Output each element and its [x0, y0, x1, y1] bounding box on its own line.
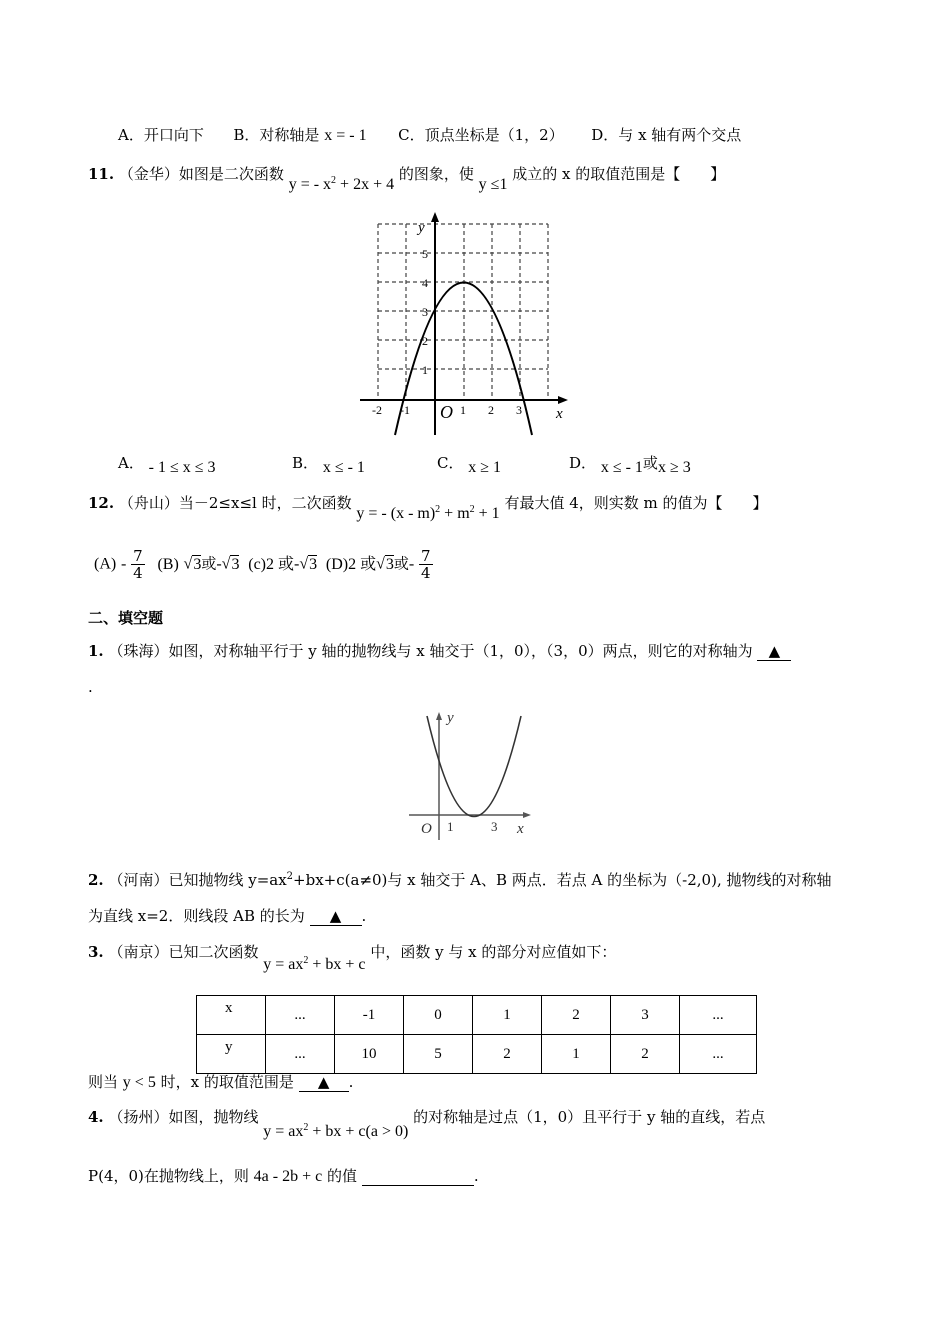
q11-source: （金华）如图是二次函数 [118, 165, 284, 183]
f2-text-a: （河南）已知抛物线 y=ax [108, 871, 287, 889]
f2-text-b: +bx+c(a≠0)与 x 轴交于 A、B 两点．若点 A 的坐标为（-2,0), [293, 871, 722, 889]
f4-number: 4. [88, 1108, 104, 1126]
q10-options [118, 124, 741, 145]
q11-x-label: x [556, 406, 563, 422]
table-row [197, 1035, 757, 1074]
table-cell: ... [266, 1035, 335, 1074]
f3-function: $y = ax^2$ + bx + c [263, 955, 366, 973]
q12-options [94, 548, 433, 581]
q11-stem [88, 163, 726, 193]
q11-option-d-wrap [569, 452, 691, 476]
table-cell: ... [266, 996, 335, 1035]
f3-value-table [196, 995, 757, 1074]
q10-option-b: B．对称轴是 [233, 126, 320, 144]
table-cell: 5 [404, 1035, 473, 1074]
q11-option-a-label: A． [118, 454, 144, 472]
f1-answer-blank[interactable] [757, 642, 791, 661]
f1-parabola [427, 716, 521, 817]
q11-grid [378, 224, 548, 400]
q12-number: 12. [88, 494, 115, 512]
f3-after-math: y < 5 [122, 1074, 156, 1091]
q11-y-tick: 3 [422, 305, 428, 319]
f4-line2-a: P(4，0)在抛物线上，则 [88, 1167, 249, 1185]
f3-number: 3. [88, 943, 104, 961]
f2-line1: 2. （河南）已知抛物线 $y=ax^2+bx+c(a\ne 0)$与 x 轴交于 A、B 两点．若点 A 的坐标为（-2,0), 抛物线的对称轴 [88, 871, 832, 889]
f3-after-a: 则当 [88, 1073, 119, 1091]
q12-sqrt: √3 [299, 555, 318, 573]
q11-number: 11. [88, 165, 115, 183]
f3-stem [88, 941, 617, 973]
q11-x-tick: -1 [400, 403, 410, 417]
table-cell: y [197, 1035, 266, 1074]
q11-function: y = - $x^2 + 2x + 4$ [288, 175, 395, 193]
q11-mid: 的图象，使 [398, 165, 474, 183]
q10-option-c: C．顶点坐标是（1，2） [398, 126, 564, 144]
f3-end: 中，函数 y 与 x 的部分对应值如下： [370, 943, 617, 961]
q11-option-d-math1: x ≤ - 1 [600, 459, 643, 476]
q11-options [118, 452, 216, 476]
table-cell: -1 [335, 996, 404, 1035]
q11-y-label: y [418, 220, 425, 236]
q12-source: （舟山）当－2≤x≤l 时，二次函数 [118, 494, 352, 512]
q12-or: 或 [393, 554, 409, 573]
q11-option-b-wrap [292, 452, 365, 476]
f1-tail: . [88, 678, 93, 696]
q12-stem [88, 492, 768, 522]
q11-x-tick: 3 [516, 403, 522, 417]
f2-line2 [88, 905, 366, 926]
f1-number: 1. [88, 642, 104, 660]
q11-option-a: - 1 ≤ x ≤ 3 [148, 459, 216, 476]
q11-x-tick: -2 [372, 403, 382, 417]
f4-tail: . [473, 1167, 479, 1185]
q12-option-c: (c)2 或 [248, 555, 294, 573]
table-cell: 2 [611, 1035, 680, 1074]
table-row [197, 996, 757, 1035]
f1-y-label: y [447, 710, 454, 726]
q11-option-d-label: D． [569, 454, 597, 472]
q11-end: 成立的 x 的取值范围是【 】 [512, 165, 726, 183]
f1-text: （珠海）如图，对称轴平行于 y 轴的抛物线与 x 轴交于（1，0），（3，0）两点，则它的对称轴为 [108, 642, 753, 660]
q12-minus: - [121, 555, 127, 573]
q11-option-d-or: 或 [642, 454, 658, 472]
q11-x-tick: 2 [488, 403, 494, 417]
f3-answer-blank[interactable] [299, 1073, 349, 1092]
table-cell: 10 [335, 1035, 404, 1074]
q10-option-a: A．开口向下 [118, 126, 204, 144]
q12-end: 有最大值 4，则实数 m 的值为【 】 [504, 494, 768, 512]
f2-answer-blank[interactable] [310, 907, 362, 926]
f1-x-tick: 3 [491, 819, 498, 834]
q12-sqrt: √3 [221, 555, 240, 573]
f1-y-arrow [436, 712, 442, 720]
q12-function: y = - $(x - m)^2 + m^2 + 1$ [356, 504, 500, 522]
f2-triangle: ▲ [329, 907, 342, 925]
table-cell: 0 [404, 996, 473, 1035]
f3-tail: . [348, 1073, 354, 1091]
q11-option-c: x ≥ 1 [468, 459, 502, 476]
q11-option-b: x ≤ - 1 [322, 459, 365, 476]
q11-y-tick: 5 [422, 247, 428, 261]
q11-condition: y ≤1 [478, 176, 508, 193]
q12-or: 或 [201, 554, 217, 573]
f4-source: （扬州）如图，抛物线 [108, 1108, 259, 1126]
f4-function: $y = ax^2$ + bx + c(a > 0) [263, 1122, 409, 1140]
f2-text-c: 抛物线的对称轴 [726, 871, 832, 889]
q11-x-tick: 1 [460, 403, 466, 417]
q11-option-c-label: C． [437, 454, 464, 472]
f3-source: （南京）已知二次函数 [108, 943, 259, 961]
q11-option-b-label: B． [292, 454, 319, 472]
table-cell: 2 [542, 996, 611, 1035]
q11-y-arrow [431, 212, 439, 222]
q12-sqrt: √3 [376, 555, 394, 573]
q12-sqrt: √3 [183, 555, 202, 573]
q12-minus: - [216, 555, 222, 573]
f3-after [88, 1071, 353, 1092]
table-cell: 1 [542, 1035, 611, 1074]
q12-option-a: (A) [94, 555, 117, 573]
q11-option-d-math2: x ≥ 3 [657, 459, 691, 476]
table-cell: 1 [473, 996, 542, 1035]
q11-origin: O [440, 402, 453, 422]
f1-x-arrow [523, 812, 531, 818]
table-cell: 2 [473, 1035, 542, 1074]
f3-after-b: 时，x 的取值范围是 [160, 1073, 294, 1091]
table-cell: ... [680, 1035, 757, 1074]
section-title: 二、填空题 [88, 609, 164, 627]
f4-line2-math: 4a - 2b + c [253, 1168, 323, 1185]
f1-triangle: ▲ [768, 642, 781, 660]
f2-tail: . [361, 907, 367, 925]
table-cell: x [197, 996, 266, 1035]
q11-option-c-wrap [437, 452, 502, 476]
table-cell: ... [680, 996, 757, 1035]
table-cell: 3 [611, 996, 680, 1035]
q12-minus: - [408, 555, 415, 573]
q11-x-arrow [558, 396, 568, 404]
q12-fraction: $\frac{7}{4}$ [421, 547, 431, 582]
f4-answer-blank[interactable] [362, 1167, 474, 1186]
f1-x-label: x [517, 821, 524, 837]
f1-x-tick: 1 [447, 819, 454, 834]
f3-triangle: ▲ [317, 1073, 330, 1091]
f2-text-d: 为直线 x=2．则线段 AB 的长为 [88, 907, 305, 925]
f1-stem [88, 640, 791, 661]
f2-number: 2. [88, 871, 104, 889]
f4-line2 [88, 1165, 479, 1186]
q10-option-b-math: x = - 1 [324, 127, 367, 144]
q11-y-tick: 2 [422, 334, 428, 348]
q11-graph [360, 210, 575, 440]
f1-graph [405, 702, 550, 852]
q11-y-tick: 1 [422, 363, 428, 377]
q12-option-d: (D)2 或 [325, 555, 377, 573]
f1-origin: O [421, 821, 432, 837]
q11-y-tick: 4 [422, 276, 428, 290]
q10-option-d: D．与 x 轴有两个交点 [591, 126, 742, 144]
f4-stem [88, 1106, 766, 1140]
f4-end: 的对称轴是过点（1，0）且平行于 y 轴的直线，若点 [413, 1108, 766, 1126]
q12-minus: - [294, 555, 300, 573]
q12-fraction: $\frac{7}{4}$ [133, 547, 143, 582]
f4-line2-b: 的值 [327, 1167, 358, 1185]
q12-option-b: (B) [157, 555, 179, 573]
